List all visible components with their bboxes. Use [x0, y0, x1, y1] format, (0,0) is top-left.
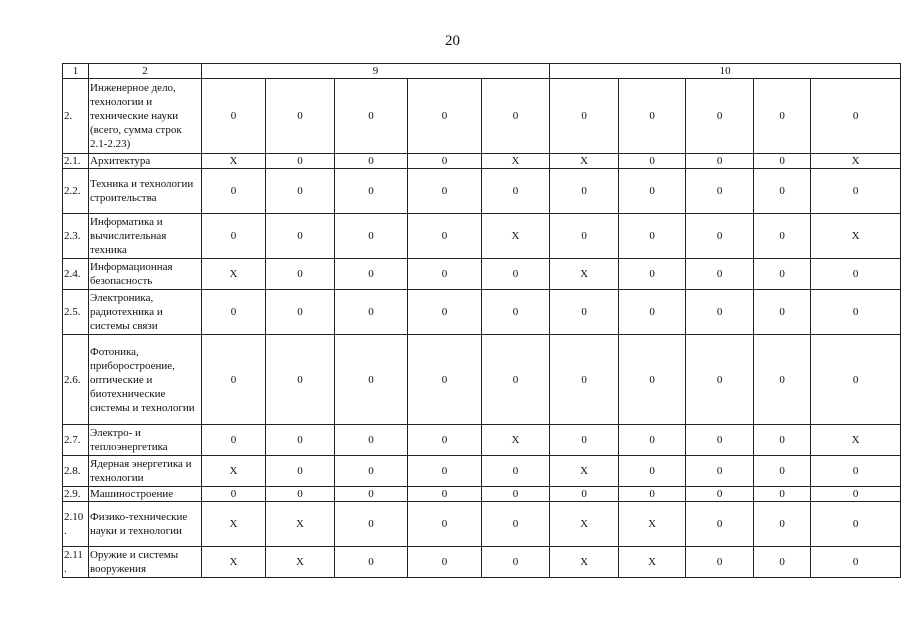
- row-name: Техника и технологии строительства: [89, 169, 202, 214]
- value-cell: X: [202, 456, 266, 487]
- value-cell: 0: [482, 259, 550, 290]
- value-cell: 0: [686, 502, 754, 547]
- table-row: [63, 214, 901, 259]
- header-cell: 1: [63, 64, 89, 79]
- value-cell: 0: [619, 335, 686, 425]
- row-name: Ядерная энергетика и технологии: [89, 456, 202, 487]
- value-cell: 0: [202, 487, 266, 502]
- value-cell: 0: [335, 487, 408, 502]
- table-row: [63, 154, 901, 169]
- row-name: Физико-технические науки и технологии: [89, 502, 202, 547]
- row-number: 2.8.: [63, 456, 89, 487]
- page-number: 20: [445, 33, 460, 49]
- value-cell: 0: [550, 214, 619, 259]
- value-cell: 0: [754, 290, 811, 335]
- value-cell: 0: [686, 487, 754, 502]
- value-cell: 0: [754, 335, 811, 425]
- value-cell: 0: [408, 487, 482, 502]
- value-cell: 0: [686, 425, 754, 456]
- value-cell: 0: [202, 214, 266, 259]
- value-cell: 0: [550, 487, 619, 502]
- value-cell: 0: [266, 169, 335, 214]
- value-cell: 0: [811, 502, 901, 547]
- value-cell: X: [202, 502, 266, 547]
- value-cell: 0: [482, 456, 550, 487]
- row-number: 2.3.: [63, 214, 89, 259]
- row-name: Информационная безопасность: [89, 259, 202, 290]
- value-cell: 0: [335, 259, 408, 290]
- value-cell: X: [482, 425, 550, 456]
- header-cell: 9: [202, 64, 550, 79]
- value-cell: 0: [266, 425, 335, 456]
- row-name: Инженерное дело, технологии и технические науки (всего, сумма строк 2.1-2.23): [89, 79, 202, 154]
- value-cell: 0: [619, 79, 686, 154]
- value-cell: 0: [408, 335, 482, 425]
- value-cell: 0: [686, 456, 754, 487]
- value-cell: 0: [619, 487, 686, 502]
- value-cell: 0: [619, 214, 686, 259]
- value-cell: 0: [335, 502, 408, 547]
- header-cell: 10: [550, 64, 901, 79]
- value-cell: 0: [754, 425, 811, 456]
- value-cell: 0: [335, 169, 408, 214]
- value-cell: 0: [686, 169, 754, 214]
- value-cell: X: [550, 259, 619, 290]
- value-cell: 0: [686, 214, 754, 259]
- value-cell: 0: [550, 169, 619, 214]
- row-name: Архитектура: [89, 154, 202, 169]
- value-cell: 0: [408, 502, 482, 547]
- row-name: Машиностроение: [89, 487, 202, 502]
- value-cell: 0: [408, 79, 482, 154]
- value-cell: X: [811, 214, 901, 259]
- row-number: 2.7.: [63, 425, 89, 456]
- value-cell: 0: [202, 425, 266, 456]
- value-cell: 0: [408, 259, 482, 290]
- value-cell: X: [202, 259, 266, 290]
- value-cell: X: [202, 547, 266, 578]
- value-cell: X: [550, 502, 619, 547]
- value-cell: 0: [482, 487, 550, 502]
- value-cell: 0: [266, 335, 335, 425]
- value-cell: 0: [482, 169, 550, 214]
- value-cell: 0: [619, 290, 686, 335]
- table-row: [63, 487, 901, 502]
- value-cell: 0: [266, 214, 335, 259]
- row-number: 2.11 .: [63, 547, 89, 578]
- value-cell: 0: [202, 169, 266, 214]
- value-cell: 0: [202, 79, 266, 154]
- table-row: [63, 169, 901, 214]
- value-cell: 0: [335, 79, 408, 154]
- value-cell: 0: [482, 290, 550, 335]
- row-number: 2.5.: [63, 290, 89, 335]
- row-name: Информатика и вычислительная техника: [89, 214, 202, 259]
- row-number: 2.9.: [63, 487, 89, 502]
- value-cell: X: [266, 547, 335, 578]
- value-cell: 0: [482, 547, 550, 578]
- value-cell: X: [482, 154, 550, 169]
- table-row: [63, 79, 901, 154]
- value-cell: X: [811, 425, 901, 456]
- value-cell: 0: [811, 487, 901, 502]
- value-cell: 0: [550, 79, 619, 154]
- table-row: [63, 335, 901, 425]
- value-cell: 0: [408, 214, 482, 259]
- row-number: 2.4.: [63, 259, 89, 290]
- value-cell: 0: [550, 425, 619, 456]
- value-cell: 0: [811, 335, 901, 425]
- value-cell: X: [811, 154, 901, 169]
- value-cell: 0: [811, 456, 901, 487]
- value-cell: 0: [335, 425, 408, 456]
- value-cell: 0: [811, 79, 901, 154]
- value-cell: 0: [335, 214, 408, 259]
- value-cell: 0: [754, 547, 811, 578]
- value-cell: 0: [754, 154, 811, 169]
- value-cell: 0: [550, 290, 619, 335]
- value-cell: 0: [754, 214, 811, 259]
- row-number: 2.2.: [63, 169, 89, 214]
- value-cell: 0: [408, 456, 482, 487]
- value-cell: 0: [811, 290, 901, 335]
- value-cell: 0: [408, 154, 482, 169]
- table-row: [63, 547, 901, 578]
- table-row: [63, 425, 901, 456]
- value-cell: 0: [266, 154, 335, 169]
- value-cell: 0: [811, 259, 901, 290]
- value-cell: X: [619, 547, 686, 578]
- value-cell: 0: [686, 290, 754, 335]
- value-cell: X: [550, 456, 619, 487]
- row-name: Электро- и теплоэнергетика: [89, 425, 202, 456]
- value-cell: 0: [811, 169, 901, 214]
- value-cell: 0: [754, 169, 811, 214]
- value-cell: 0: [811, 547, 901, 578]
- value-cell: 0: [482, 335, 550, 425]
- row-number: 2.10 .: [63, 502, 89, 547]
- value-cell: 0: [619, 259, 686, 290]
- value-cell: X: [482, 214, 550, 259]
- value-cell: X: [202, 154, 266, 169]
- table-row: [63, 259, 901, 290]
- value-cell: 0: [686, 259, 754, 290]
- value-cell: X: [266, 502, 335, 547]
- value-cell: 0: [335, 547, 408, 578]
- value-cell: 0: [482, 502, 550, 547]
- value-cell: 0: [754, 487, 811, 502]
- value-cell: X: [550, 547, 619, 578]
- row-number: 2.: [63, 79, 89, 154]
- value-cell: 0: [482, 79, 550, 154]
- value-cell: 0: [686, 79, 754, 154]
- value-cell: 0: [686, 547, 754, 578]
- row-name: Оружие и системы вооружения: [89, 547, 202, 578]
- value-cell: 0: [754, 502, 811, 547]
- value-cell: 0: [202, 335, 266, 425]
- value-cell: X: [550, 154, 619, 169]
- header-cell: 2: [89, 64, 202, 79]
- header-row: [63, 64, 901, 79]
- value-cell: 0: [335, 456, 408, 487]
- row-number: 2.6.: [63, 335, 89, 425]
- value-cell: 0: [550, 335, 619, 425]
- value-cell: 0: [202, 290, 266, 335]
- value-cell: 0: [266, 487, 335, 502]
- value-cell: 0: [335, 290, 408, 335]
- value-cell: 0: [619, 169, 686, 214]
- value-cell: 0: [619, 456, 686, 487]
- value-cell: 0: [754, 259, 811, 290]
- value-cell: 0: [686, 154, 754, 169]
- value-cell: 0: [408, 425, 482, 456]
- value-cell: 0: [408, 290, 482, 335]
- value-cell: 0: [266, 290, 335, 335]
- value-cell: 0: [754, 79, 811, 154]
- value-cell: X: [619, 502, 686, 547]
- table-row: [63, 290, 901, 335]
- value-cell: 0: [266, 456, 335, 487]
- value-cell: 0: [686, 335, 754, 425]
- table-row: [63, 502, 901, 547]
- value-cell: 0: [335, 335, 408, 425]
- row-name: Фотоника, приборостроение, оптические и биотехнические системы и технологии: [89, 335, 202, 425]
- value-cell: 0: [408, 169, 482, 214]
- value-cell: 0: [408, 547, 482, 578]
- data-table: [62, 63, 901, 578]
- row-number: 2.1.: [63, 154, 89, 169]
- value-cell: 0: [619, 154, 686, 169]
- row-name: Электроника, радиотехника и системы связи: [89, 290, 202, 335]
- value-cell: 0: [266, 259, 335, 290]
- value-cell: 0: [266, 79, 335, 154]
- value-cell: 0: [619, 425, 686, 456]
- value-cell: 0: [335, 154, 408, 169]
- value-cell: 0: [754, 456, 811, 487]
- table-row: [63, 456, 901, 487]
